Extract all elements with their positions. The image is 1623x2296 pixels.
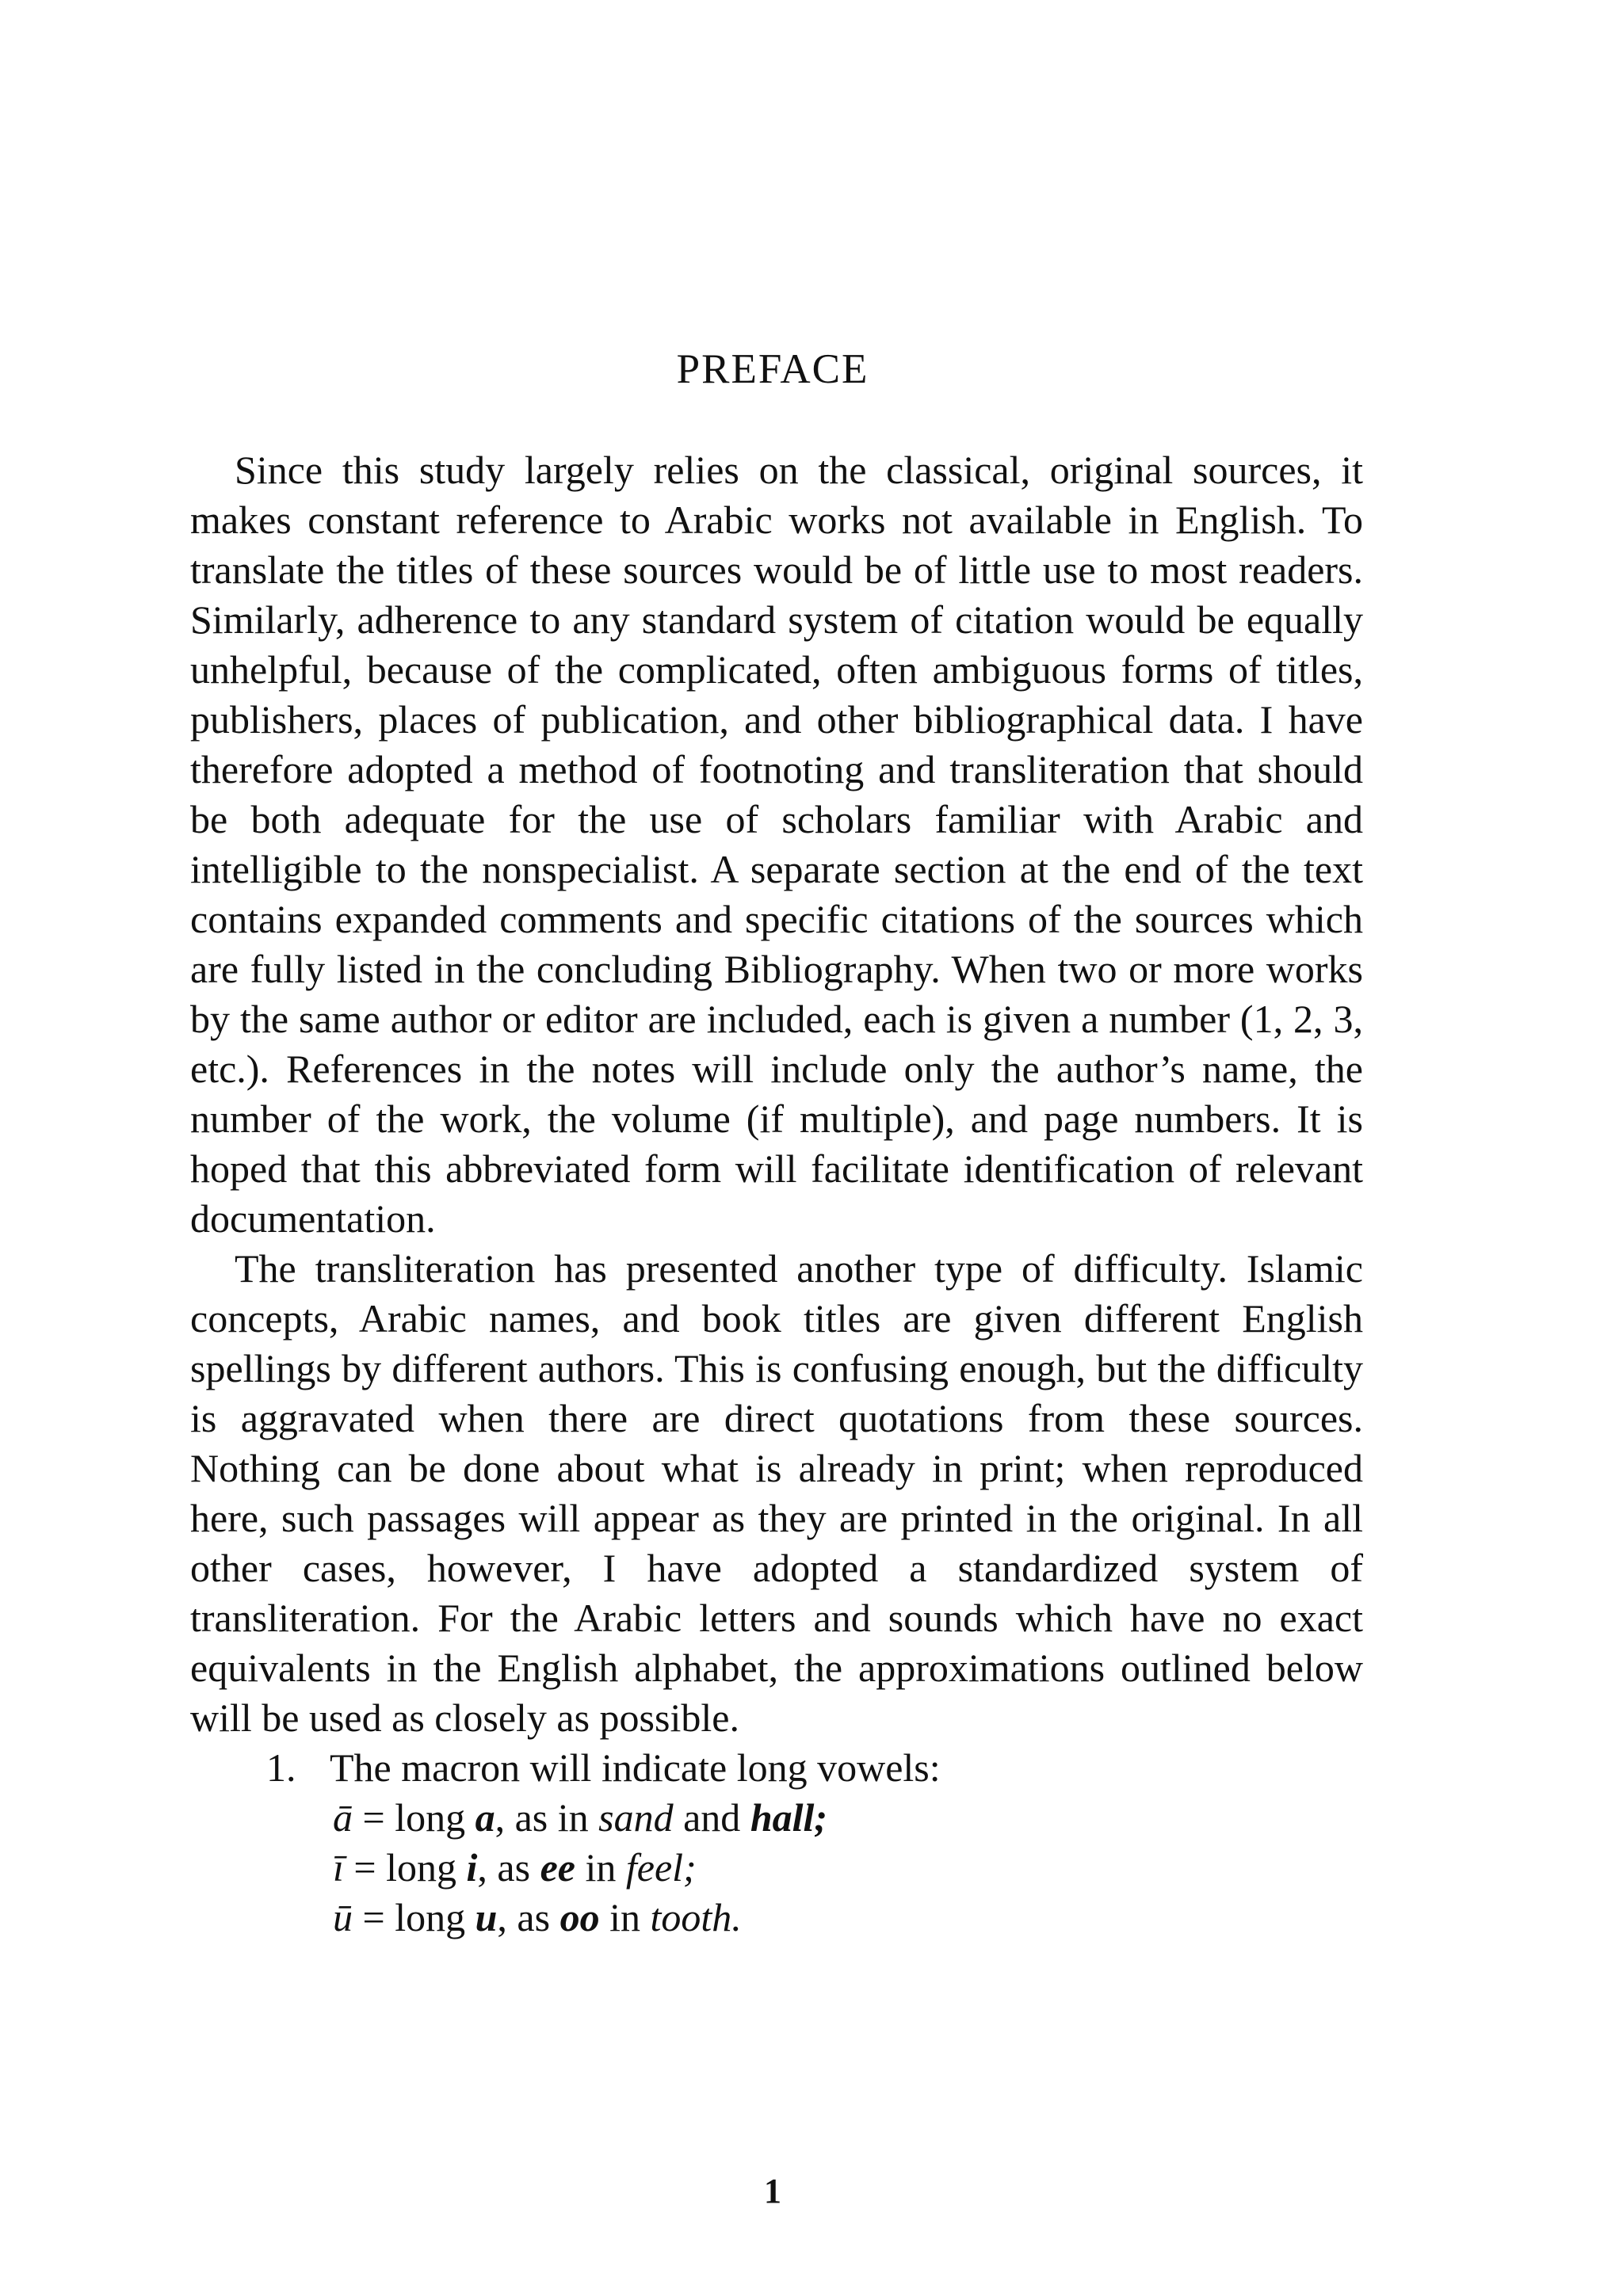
- list-item-heading: The macron will indicate long vowels:: [330, 1745, 941, 1790]
- vowel-example: ee: [540, 1845, 575, 1890]
- preface-body: [190, 445, 1363, 1943]
- page-number: 1: [764, 2172, 781, 2210]
- vowel-symbol: ā: [333, 1795, 353, 1840]
- vowel-example: tooth.: [650, 1895, 742, 1939]
- vowel-text: in: [599, 1895, 651, 1939]
- vowel-equals: = long: [343, 1845, 467, 1890]
- vowel-text: , as in: [495, 1795, 599, 1840]
- list-item-1: [190, 1743, 1363, 1793]
- vowel-letter: i: [466, 1845, 478, 1890]
- list-item-number: 1.: [266, 1745, 296, 1790]
- page-title: PREFACE: [676, 346, 869, 392]
- transliteration-list: [190, 1743, 1363, 1943]
- vowel-letter: u: [475, 1895, 498, 1939]
- vowel-equals: = long: [353, 1795, 475, 1840]
- vowel-line-u: [190, 1893, 1363, 1943]
- vowel-example: hall;: [750, 1795, 828, 1840]
- vowel-symbol: ū: [333, 1895, 353, 1939]
- vowel-example: sand: [598, 1795, 674, 1840]
- vowel-example: feel;: [625, 1845, 697, 1890]
- vowel-example: oo: [559, 1895, 600, 1939]
- vowel-text: , as: [497, 1895, 560, 1939]
- vowel-text: in: [575, 1845, 626, 1890]
- vowel-letter: a: [475, 1795, 495, 1840]
- vowel-line-a: [190, 1793, 1363, 1843]
- vowel-symbol: ī: [333, 1845, 344, 1890]
- vowel-text: , as: [477, 1845, 540, 1890]
- vowel-line-i: [190, 1843, 1363, 1893]
- paragraph-2: The transliteration has presented another type of difficulty. Islamic concepts, Arabic names, and book titles are given different English spellings by different authors. This is confusing enough, but the difficulty is aggravated when there are direct quotations from these sources. Nothing can be done about what is already in print; when reproduced here, such passages will appear as they are printed in the original. In all other cases, however, I have adopted a standardized system of transliteration. For the Arabic letters and sounds which have no exact equivalents in the English alphabet, the approximations outlined below will be used as closely as possible.: [190, 1246, 1363, 1740]
- vowel-text: and: [673, 1795, 750, 1840]
- vowel-equals: = long: [353, 1895, 475, 1939]
- paragraph-1: Since this study largely relies on the classical, original sources, it makes constant reference to Arabic works not available in English. To translate the titles of these sources would be of little use to most readers. Similarly, adherence to any standard system of citation would be equally unhelpful, because of the complicated, often ambiguous forms of titles, publishers, places of publication, and other bibliographical data. I have therefore adopted a method of footnoting and transliteration that should be both adequate for the use of scholars familiar with Arabic and intelligible to the nonspecialist. A separate section at the end of the text contains expanded comments and specific citations of the sources which are fully listed in the concluding Bibliography. When two or more works by the same author or editor are included, each is given a number (1, 2, 3, etc.). References in the notes will include only the author’s name, the number of the work, the volume (if multiple), and page numbers. It is hoped that this abbreviated form will facilitate identification of relevant documentation.: [190, 448, 1363, 1241]
